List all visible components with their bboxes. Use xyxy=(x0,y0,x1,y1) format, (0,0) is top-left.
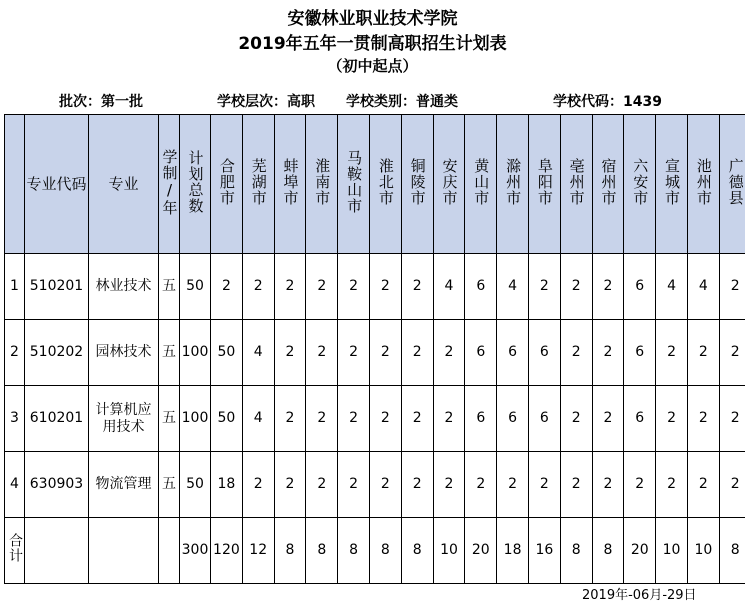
city-quota: 2 xyxy=(338,452,370,518)
header-city: 池州市 xyxy=(687,115,719,254)
city-quota: 6 xyxy=(528,320,560,386)
city-quota: 2 xyxy=(401,320,433,386)
city-quota: 2 xyxy=(306,386,338,452)
summary-city-quota: 8 xyxy=(369,518,401,584)
city-quota: 2 xyxy=(338,386,370,452)
city-quota: 2 xyxy=(465,452,497,518)
header-major: 专业 xyxy=(89,115,159,254)
summary-city-quota: 18 xyxy=(497,518,529,584)
table-row xyxy=(5,452,745,518)
school-level-label: 学校层次：高职 xyxy=(217,94,315,110)
major-name: 园林技术 xyxy=(89,320,159,386)
city-quota: 4 xyxy=(242,320,274,386)
header-code: 专业代码 xyxy=(25,115,89,254)
summary-city-quota: 8 xyxy=(560,518,592,584)
city-quota: 2 xyxy=(274,254,306,320)
city-quota: 2 xyxy=(719,320,745,386)
city-quota: 2 xyxy=(719,254,745,320)
publish-date: 2019年-06月-29日 xyxy=(582,588,697,603)
summary-city-quota: 16 xyxy=(528,518,560,584)
batch-label: 批次：第一批 xyxy=(59,94,143,110)
school-type-label: 学校类别：普通类 xyxy=(346,94,458,110)
summary-city-quota: 12 xyxy=(242,518,274,584)
city-quota: 4 xyxy=(497,254,529,320)
row-index: 4 xyxy=(5,452,25,518)
city-quota: 2 xyxy=(338,254,370,320)
city-quota: 2 xyxy=(528,452,560,518)
header-city: 滁州市 xyxy=(497,115,529,254)
header-city: 阜阳市 xyxy=(528,115,560,254)
city-quota: 6 xyxy=(465,320,497,386)
city-quota: 2 xyxy=(560,254,592,320)
city-quota: 2 xyxy=(274,452,306,518)
header-city: 六安市 xyxy=(624,115,656,254)
city-quota: 2 xyxy=(369,254,401,320)
city-quota: 4 xyxy=(242,386,274,452)
header-city: 马鞍山市 xyxy=(338,115,370,254)
city-quota: 2 xyxy=(369,320,401,386)
header-city: 宿州市 xyxy=(592,115,624,254)
city-quota: 4 xyxy=(687,254,719,320)
summary-row xyxy=(5,518,745,584)
summary-city-quota: 20 xyxy=(465,518,497,584)
city-quota: 4 xyxy=(433,254,465,320)
duration: 五 xyxy=(159,254,180,320)
city-quota: 2 xyxy=(560,386,592,452)
city-quota: 50 xyxy=(211,386,243,452)
city-quota: 2 xyxy=(528,254,560,320)
city-quota: 2 xyxy=(592,452,624,518)
summary-city-quota: 20 xyxy=(624,518,656,584)
table-row xyxy=(5,386,745,452)
row-index: 2 xyxy=(5,320,25,386)
summary-city-quota: 8 xyxy=(274,518,306,584)
summary-city-quota: 8 xyxy=(306,518,338,584)
city-quota: 2 xyxy=(592,254,624,320)
summary-city-quota: 120 xyxy=(211,518,243,584)
city-quota: 2 xyxy=(656,452,688,518)
major-code: 510201 xyxy=(25,254,89,320)
city-quota: 6 xyxy=(624,320,656,386)
city-quota: 2 xyxy=(592,386,624,452)
city-quota: 2 xyxy=(560,452,592,518)
summary-city-quota: 8 xyxy=(338,518,370,584)
city-quota: 2 xyxy=(401,452,433,518)
city-quota: 2 xyxy=(624,452,656,518)
city-quota: 2 xyxy=(401,386,433,452)
plan-total: 100 xyxy=(180,320,211,386)
major-code: 510202 xyxy=(25,320,89,386)
city-quota: 2 xyxy=(242,452,274,518)
major-name: 物流管理 xyxy=(89,452,159,518)
header-city: 芜湖市 xyxy=(242,115,274,254)
city-quota: 2 xyxy=(687,386,719,452)
summary-city-quota: 10 xyxy=(433,518,465,584)
city-quota: 2 xyxy=(369,386,401,452)
summary-city-quota: 10 xyxy=(656,518,688,584)
city-quota: 6 xyxy=(624,254,656,320)
city-quota: 6 xyxy=(465,254,497,320)
city-quota: 2 xyxy=(560,320,592,386)
header-city: 蚌埠市 xyxy=(274,115,306,254)
header-city: 广德县 xyxy=(719,115,745,254)
summary-total: 300 xyxy=(180,518,211,584)
city-quota: 2 xyxy=(338,320,370,386)
city-quota: 6 xyxy=(497,320,529,386)
header-city: 亳州市 xyxy=(560,115,592,254)
major-code: 630903 xyxy=(25,452,89,518)
plan-total: 100 xyxy=(180,386,211,452)
plan-total: 50 xyxy=(180,452,211,518)
city-quota: 2 xyxy=(656,320,688,386)
city-quota: 50 xyxy=(211,320,243,386)
summary-city-quota: 8 xyxy=(401,518,433,584)
city-quota: 2 xyxy=(433,452,465,518)
city-quota: 6 xyxy=(624,386,656,452)
summary-empty-code xyxy=(25,518,89,584)
table-title: 2019年五年一贯制高职招生计划表 xyxy=(238,34,507,54)
city-quota: 2 xyxy=(242,254,274,320)
summary-empty-major xyxy=(89,518,159,584)
header-city: 安庆市 xyxy=(433,115,465,254)
city-quota: 2 xyxy=(211,254,243,320)
summary-label: 合计 xyxy=(5,518,25,584)
header-city: 铜陵市 xyxy=(401,115,433,254)
enrollment-plan-table xyxy=(4,114,745,584)
city-quota: 2 xyxy=(274,320,306,386)
city-quota: 2 xyxy=(719,452,745,518)
city-quota: 2 xyxy=(401,254,433,320)
city-quota: 2 xyxy=(369,452,401,518)
city-quota: 6 xyxy=(497,386,529,452)
header-city: 黄山市 xyxy=(465,115,497,254)
plan-total: 50 xyxy=(180,254,211,320)
table-subtitle: （初中起点） xyxy=(327,57,418,75)
header-row xyxy=(5,115,745,254)
city-quota: 2 xyxy=(433,386,465,452)
city-quota: 6 xyxy=(528,386,560,452)
header-duration: 学制/年 xyxy=(159,115,180,254)
duration: 五 xyxy=(159,452,180,518)
summary-city-quota: 8 xyxy=(719,518,745,584)
major-code: 610201 xyxy=(25,386,89,452)
major-name: 计算机应用技术 xyxy=(89,386,159,452)
city-quota: 6 xyxy=(465,386,497,452)
duration: 五 xyxy=(159,386,180,452)
city-quota: 2 xyxy=(656,386,688,452)
city-quota: 2 xyxy=(687,452,719,518)
header-city: 合肥市 xyxy=(211,115,243,254)
table-row xyxy=(5,254,745,320)
city-quota: 2 xyxy=(306,254,338,320)
city-quota: 2 xyxy=(306,452,338,518)
school-code-label: 学校代码：1439 xyxy=(553,94,662,110)
city-quota: 4 xyxy=(656,254,688,320)
city-quota: 2 xyxy=(274,386,306,452)
header-city: 宣城市 xyxy=(656,115,688,254)
city-quota: 2 xyxy=(433,320,465,386)
city-quota: 2 xyxy=(719,386,745,452)
city-quota: 2 xyxy=(497,452,529,518)
summary-city-quota: 8 xyxy=(592,518,624,584)
major-name: 林业技术 xyxy=(89,254,159,320)
school-name: 安徽林业职业技术学院 xyxy=(287,9,458,29)
row-index: 1 xyxy=(5,254,25,320)
header-total: 计划总数 xyxy=(180,115,211,254)
city-quota: 18 xyxy=(211,452,243,518)
summary-empty-duration xyxy=(159,518,180,584)
city-quota: 2 xyxy=(592,320,624,386)
header-city: 淮南市 xyxy=(306,115,338,254)
table-row xyxy=(5,320,745,386)
city-quota: 2 xyxy=(306,320,338,386)
header-index xyxy=(5,115,25,254)
header-city: 淮北市 xyxy=(369,115,401,254)
city-quota: 2 xyxy=(687,320,719,386)
duration: 五 xyxy=(159,320,180,386)
row-index: 3 xyxy=(5,386,25,452)
summary-city-quota: 10 xyxy=(687,518,719,584)
